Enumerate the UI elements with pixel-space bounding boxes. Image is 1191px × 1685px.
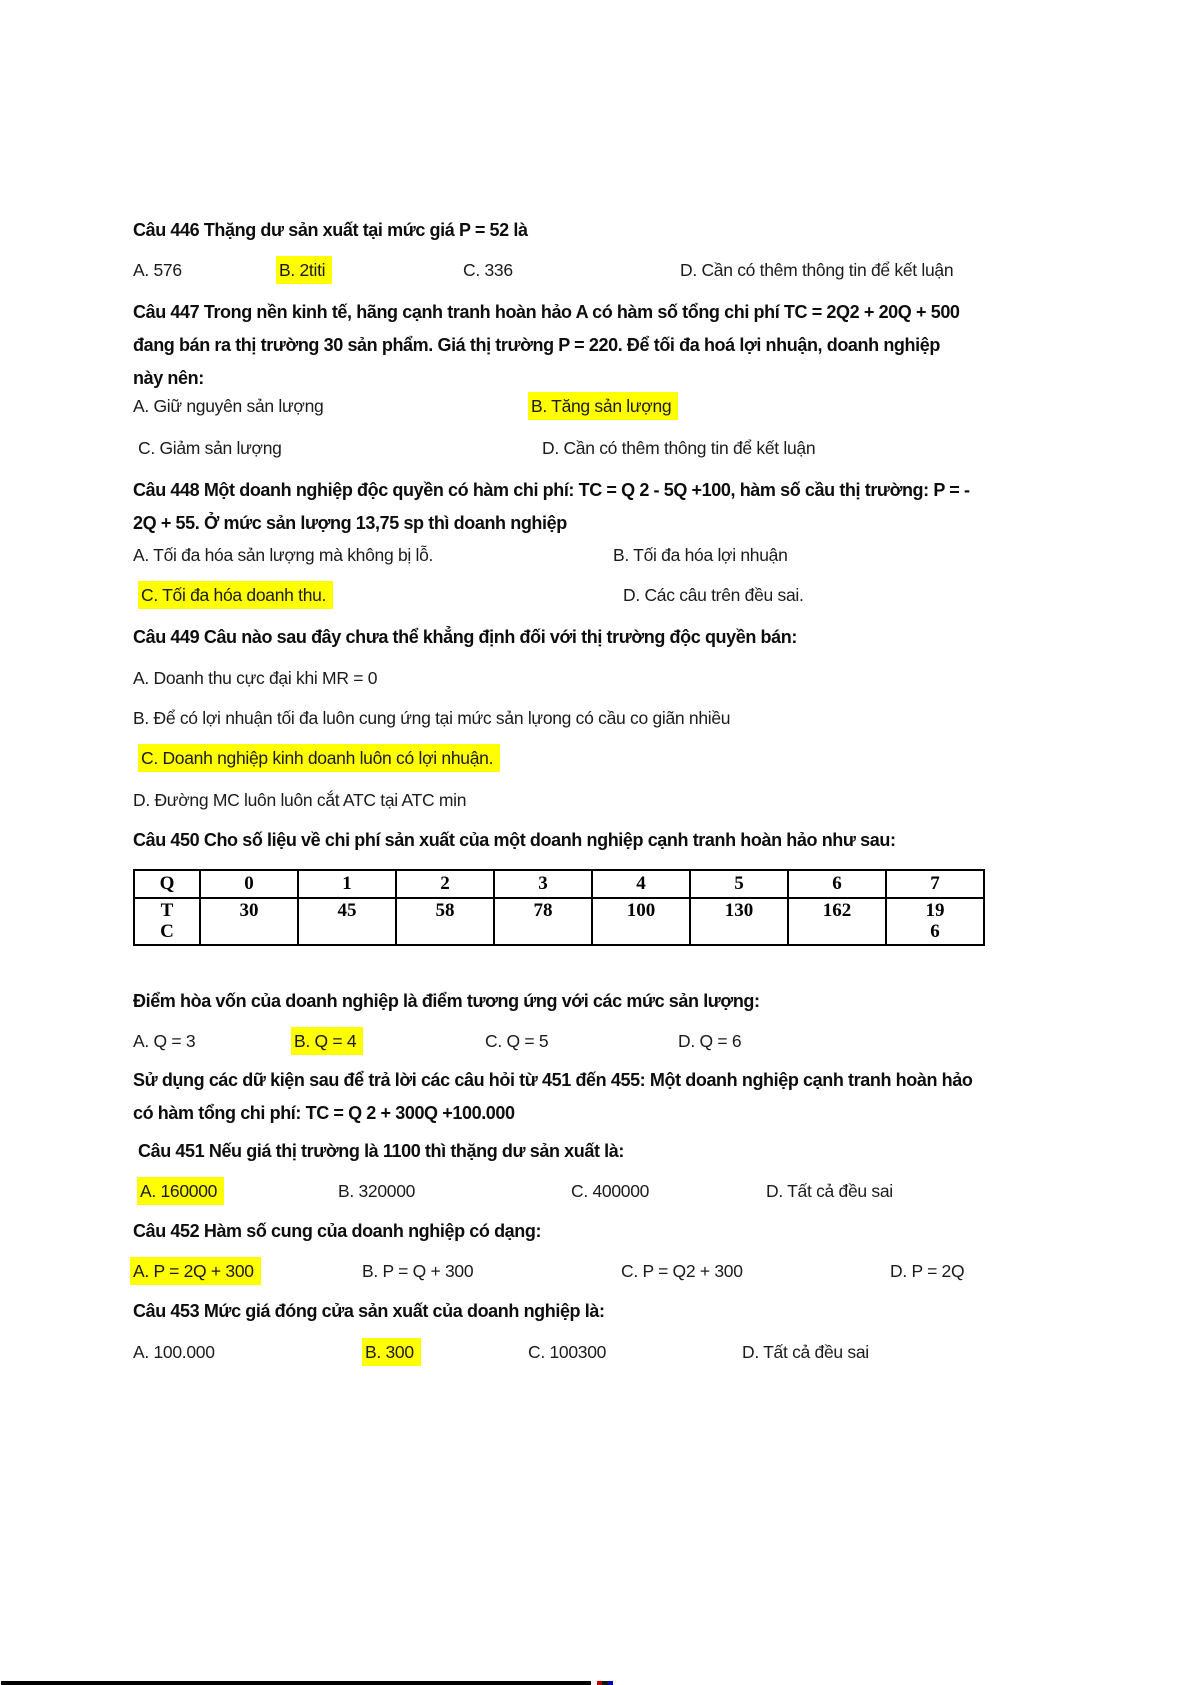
question-449-option-c-row	[133, 744, 1163, 772]
table-cell: 58	[396, 898, 494, 945]
question-453-options	[133, 1338, 1163, 1366]
question-450-option-b: B. Q = 4	[291, 1027, 363, 1055]
question-450-option-d: D. Q = 6	[678, 1031, 742, 1051]
question-449-option-a-row	[133, 664, 1163, 692]
question-449-option-d-row	[133, 786, 1163, 814]
question-450-option-c: C. Q = 5	[485, 1031, 549, 1051]
table-cell: 3	[494, 870, 592, 898]
question-453-option-c: C. 100300	[528, 1342, 607, 1362]
question-448-heading	[133, 474, 970, 540]
tc-label: TC	[160, 900, 174, 942]
question-451-options	[133, 1177, 1163, 1205]
question-449-option-c: C. Doanh nghiệp kinh doanh luôn có lợi nhuận.	[138, 744, 500, 772]
heading-line: Câu 448 Một doanh nghiệp độc quyền có hàm chi phí: TC = Q 2 - 5Q +100, hàm số cầu thị trường: P = -	[133, 480, 970, 500]
question-453-option-b: B. 300	[362, 1338, 421, 1366]
question-446-heading: Câu 446 Thặng dư sản xuất tại mức giá P = 52 là	[133, 220, 528, 240]
question-447-option-b: B. Tăng sản lượng	[528, 392, 678, 420]
table-cell: 5	[690, 870, 788, 898]
tc-value-196: 196	[925, 900, 945, 942]
table-cell: 1	[298, 870, 396, 898]
table-cell: 162	[788, 898, 886, 945]
cost-table-row-q	[134, 870, 984, 898]
question-449-option-b-row	[133, 704, 1163, 732]
question-450-option-a: A. Q = 3	[133, 1031, 196, 1051]
table-cell	[886, 898, 984, 945]
table-cell: 6	[788, 870, 886, 898]
question-453-option-d: D. Tất cả đều sai	[742, 1342, 869, 1362]
table-cell: 30	[200, 898, 298, 945]
heading-line: Sử dụng các dữ kiện sau để trả lời các câu hỏi từ 451 đến 455: Một doanh nghiệp cạnh tranh hoàn hảo	[133, 1070, 973, 1090]
question-451-option-c: C. 400000	[571, 1181, 650, 1201]
question-448-option-b: B. Tối đa hóa lợi nhuận	[613, 545, 788, 565]
heading-line: Câu 447 Trong nền kinh tế, hãng cạnh tranh hoàn hảo A có hàm số tổng chi phí TC = 2Q2 + 20Q + 500	[133, 302, 960, 322]
question-452-heading: Câu 452 Hàm số cung của doanh nghiệp có dạng:	[133, 1221, 542, 1241]
heading-line: đang bán ra thị trường 30 sản phẩm. Giá thị trường P = 220. Để tối đa hoá lợi nhuận, doanh nghiệp	[133, 335, 940, 355]
question-451-option-b: B. 320000	[338, 1181, 416, 1201]
question-447-heading	[133, 296, 960, 395]
table-cell: 45	[298, 898, 396, 945]
question-447-option-a: A. Giữ nguyên sản lượng	[133, 396, 324, 416]
question-449-option-b: B. Để có lợi nhuận tối đa luôn cung ứng tại mức sản lựong có cầu co giãn nhiều	[133, 708, 731, 728]
question-446-option-b: B. 2titi	[276, 256, 332, 284]
question-449-option-a: A. Doanh thu cực đại khi MR = 0	[133, 668, 378, 688]
table-cell: 2	[396, 870, 494, 898]
question-448-options-row-1	[133, 541, 1163, 569]
question-448-options-row-2	[133, 581, 1163, 609]
question-450-subheading: Điểm hòa vốn của doanh nghiệp là điểm tương ứng với các mức sản lượng:	[133, 991, 760, 1011]
question-451-option-d: D. Tất cả đều sai	[766, 1181, 893, 1201]
question-447-option-c: C. Giảm sản lượng	[138, 438, 282, 458]
question-446-option-a: A. 576	[133, 260, 182, 280]
question-450-options	[133, 1027, 1163, 1055]
heading-line: có hàm tổng chi phí: TC = Q 2 + 300Q +100.000	[133, 1103, 515, 1123]
table-cell: Q	[134, 870, 200, 898]
question-452-option-d: D. P = 2Q	[890, 1261, 965, 1281]
table-cell: 0	[200, 870, 298, 898]
question-449-heading: Câu 449 Câu nào sau đây chưa thể khẳng định đối với thị trường độc quyền bán:	[133, 627, 797, 647]
table-cell: 7	[886, 870, 984, 898]
heading-line: 2Q + 55. Ở mức sản lượng 13,75 sp thì doanh nghiệp	[133, 513, 567, 533]
table-cell: 4	[592, 870, 690, 898]
table-cell: 130	[690, 898, 788, 945]
question-446-option-c: C. 336	[463, 260, 513, 280]
question-452-options	[133, 1257, 1163, 1285]
question-453-heading: Câu 453 Mức giá đóng cửa sản xuất của doanh nghiệp là:	[133, 1301, 605, 1321]
question-447-options-row-2	[133, 434, 1163, 462]
heading-line: này nên:	[133, 368, 204, 388]
question-453-option-a: A. 100.000	[133, 1342, 215, 1362]
question-448-option-a: A. Tối đa hóa sản lượng mà không bị lỗ.	[133, 545, 434, 565]
table-cell: 78	[494, 898, 592, 945]
instructions-451-455	[133, 1064, 972, 1130]
question-449-option-d: D. Đường MC luôn luôn cắt ATC tại ATC min	[133, 790, 467, 810]
question-452-option-b: B. P = Q + 300	[362, 1261, 474, 1281]
table-cell	[134, 898, 200, 945]
question-451-option-a: A. 160000	[137, 1177, 224, 1205]
question-450-heading: Câu 450 Cho số liệu về chi phí sản xuất của một doanh nghiệp cạnh tranh hoàn hảo như sau:	[133, 830, 896, 850]
question-448-option-c: C. Tối đa hóa doanh thu.	[138, 581, 333, 609]
table-cell: 100	[592, 898, 690, 945]
question-447-options-row-1	[133, 392, 1163, 420]
page-edge-dash	[597, 1681, 613, 1685]
page-edge-bar	[1, 1681, 591, 1685]
question-448-option-d: D. Các câu trên đều sai.	[623, 585, 804, 605]
question-446-option-d: D. Cần có thêm thông tin để kết luận	[680, 260, 954, 280]
question-446-options	[133, 256, 1163, 284]
question-447-option-d: D. Cần có thêm thông tin để kết luận	[542, 438, 816, 458]
cost-table	[133, 869, 985, 946]
question-452-option-a: A. P = 2Q + 300	[130, 1257, 261, 1285]
edge-dash-blue-segment	[608, 1681, 613, 1685]
cost-table-row-tc	[134, 898, 984, 945]
question-452-option-c: C. P = Q2 + 300	[621, 1261, 743, 1281]
question-451-heading: Câu 451 Nếu giá thị trường là 1100 thì thặng dư sản xuất là:	[138, 1141, 624, 1161]
